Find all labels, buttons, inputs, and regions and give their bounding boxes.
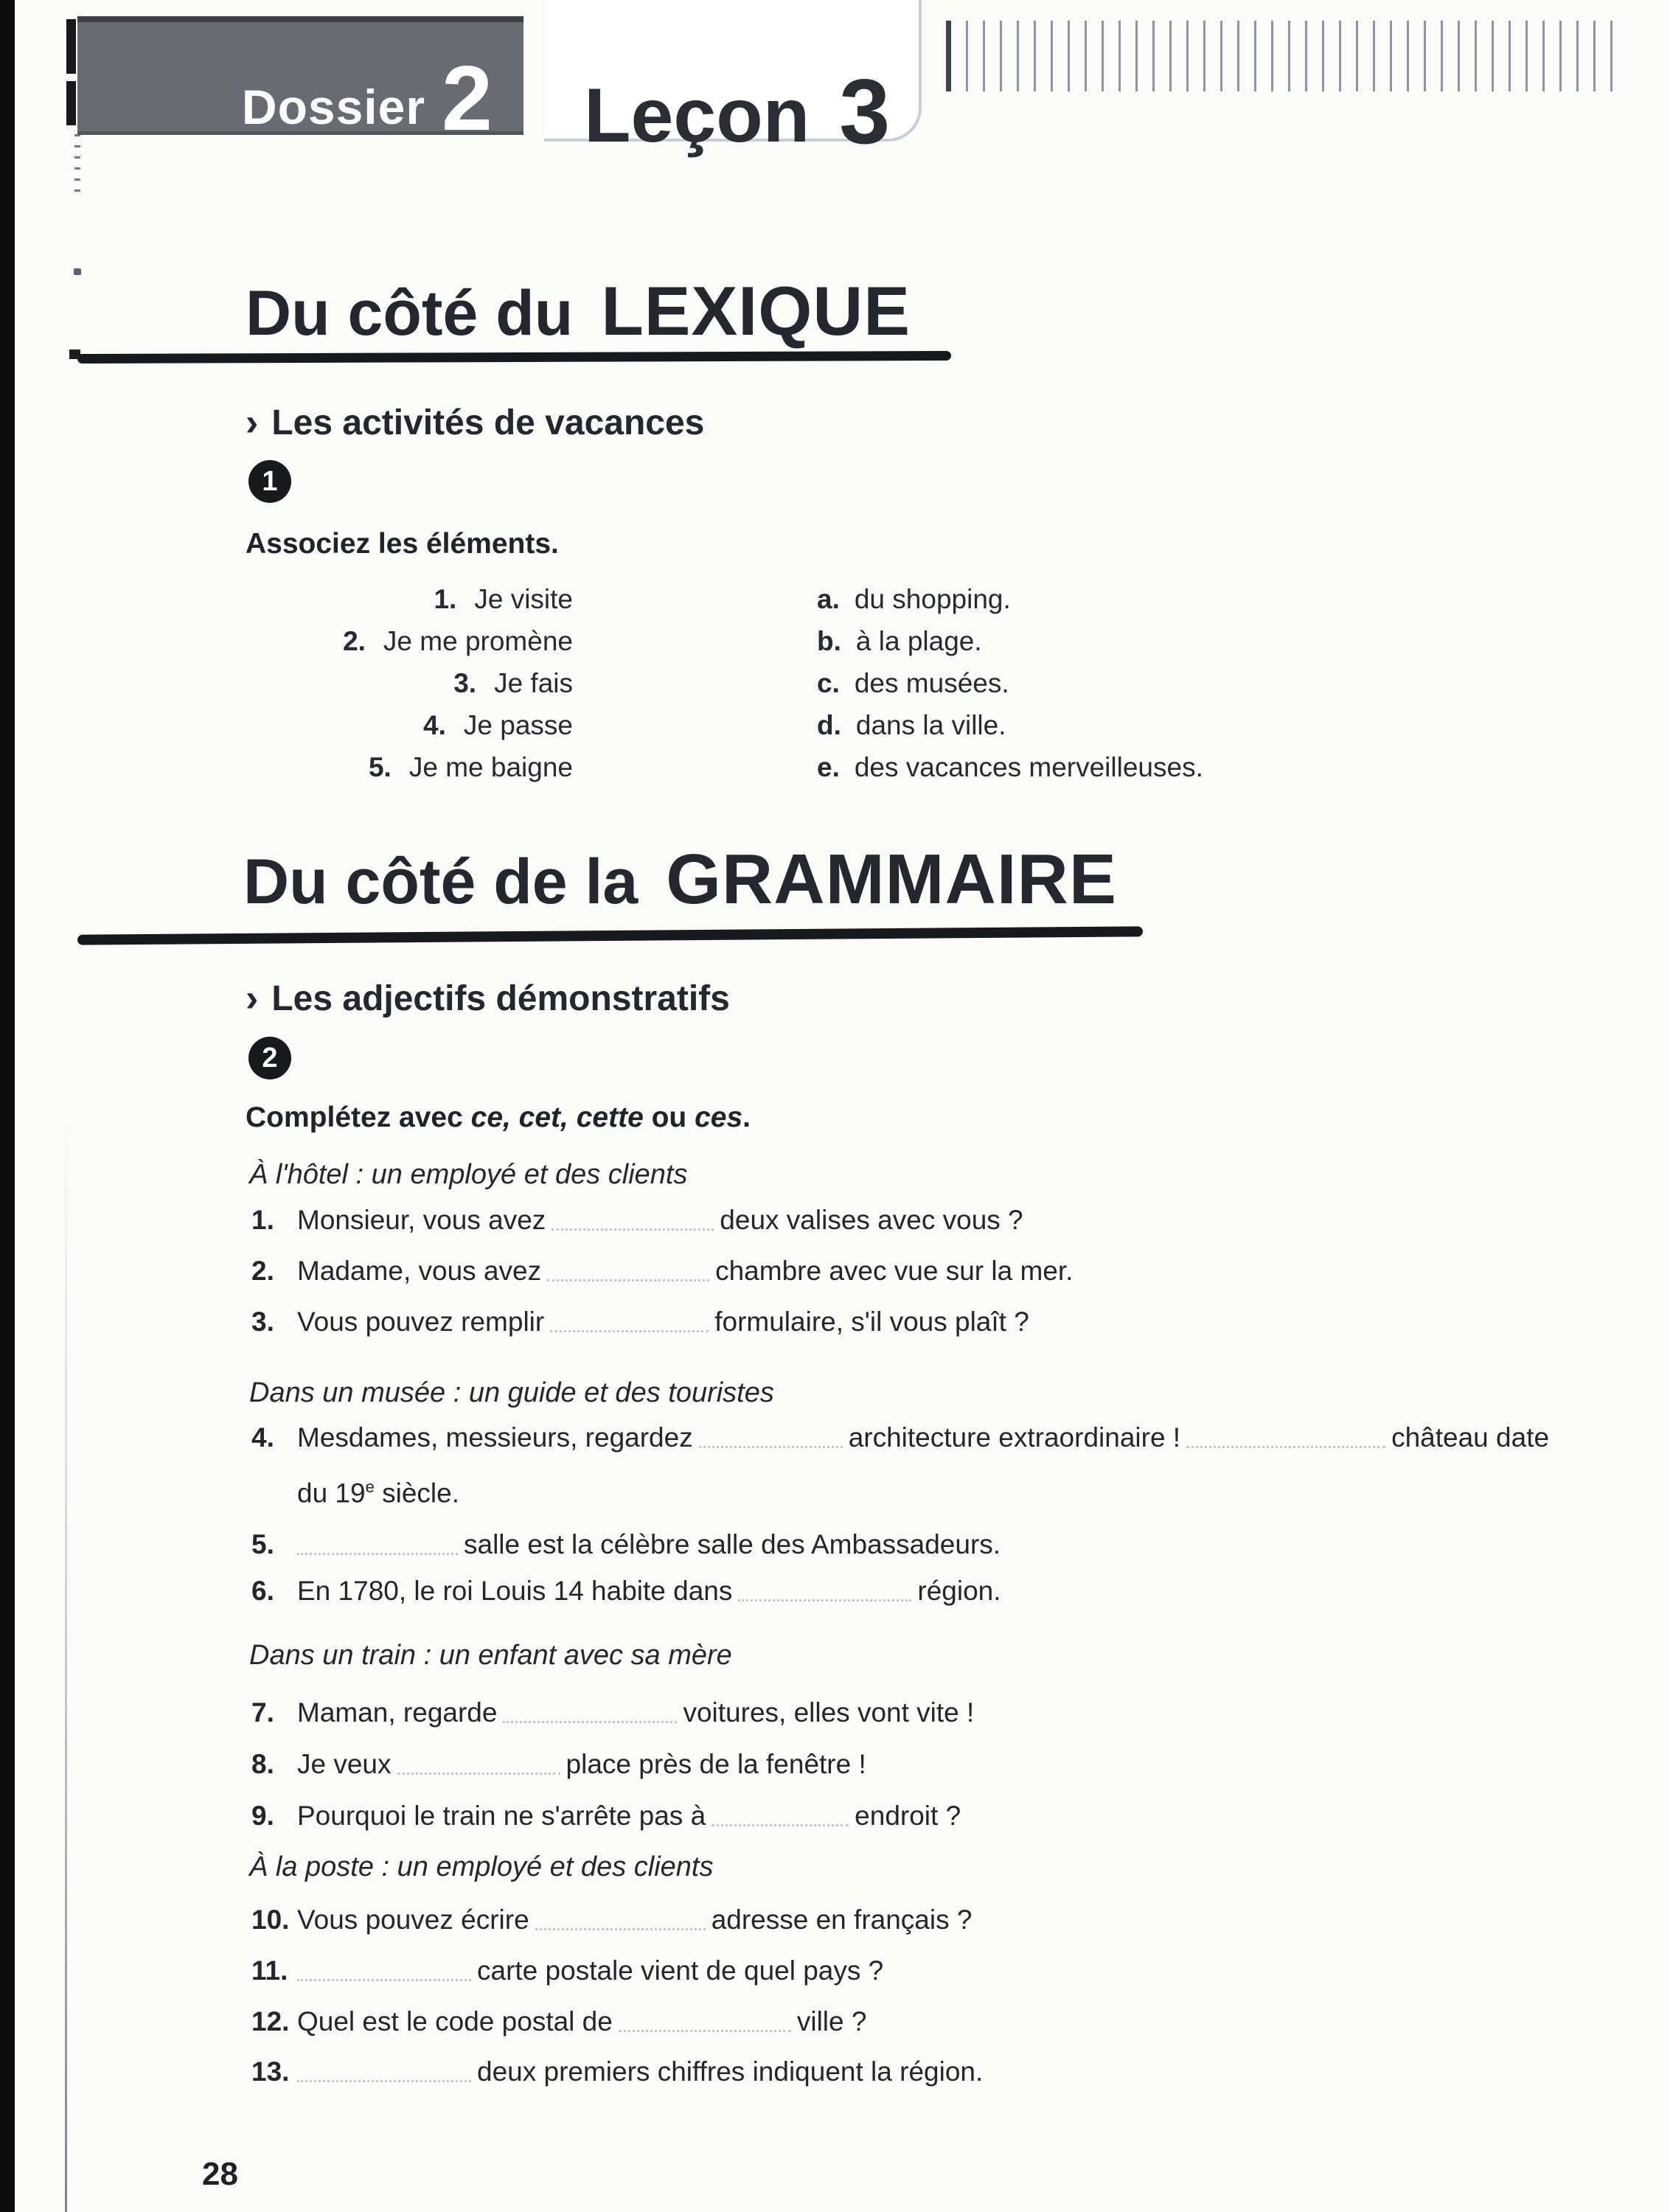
item-text: siècle. <box>374 1478 459 1509</box>
lexique-subtitle <box>246 401 704 443</box>
subtitle-text: Les activités de vacances <box>271 403 705 442</box>
decorative-stripes <box>946 21 1618 91</box>
exercise2-item-10 <box>251 1905 972 1935</box>
exercise2-item-4 <box>251 1422 1549 1453</box>
section-rule <box>77 926 1143 945</box>
exercise-2-instruction <box>246 1102 751 1134</box>
item-number: 3. <box>453 668 477 698</box>
item-number: 4. <box>423 710 446 740</box>
item-text: Je me promène <box>383 626 573 656</box>
item-text: ville ? <box>796 2006 867 2037</box>
item-text: adresse en français ? <box>711 1905 973 1935</box>
scan-fold-line <box>65 1121 67 2212</box>
section-title-prefix: Du côté du <box>246 278 574 349</box>
item-number: 10. <box>251 1905 290 1935</box>
section-title-main: GRAMMAIRE <box>666 840 1117 919</box>
grammaire-subtitle <box>246 977 730 1019</box>
context-hotel: À l'hôtel : un employé et des clients <box>249 1159 688 1190</box>
instruction-demonstratives: ce, cet, cette <box>470 1102 644 1133</box>
match-right-item <box>817 584 1011 615</box>
exercise-1-badge <box>248 460 291 503</box>
answer-blank <box>297 1955 471 1981</box>
chevron-icon: › <box>246 977 259 1020</box>
item-text: endroit ? <box>855 1801 961 1831</box>
answer-blank <box>712 1801 849 1826</box>
instruction-demonstratives: ces <box>695 1102 743 1133</box>
exercise-number: 2 <box>262 1042 278 1074</box>
item-letter: c. <box>817 668 840 698</box>
item-text: Je me baigne <box>408 752 573 782</box>
scan-margin-dots <box>74 134 80 192</box>
exercise-2-badge <box>248 1037 291 1079</box>
item-letter: a. <box>817 584 840 614</box>
item-text: place près de la fenêtre ! <box>566 1749 866 1779</box>
item-text: deux valises avec vous ? <box>720 1205 1023 1235</box>
item-letter: e. <box>817 752 840 782</box>
item-text: région. <box>917 1576 1001 1606</box>
exercise2-item-2 <box>251 1256 1073 1287</box>
page-number: 28 <box>202 2156 238 2192</box>
section-rule <box>77 351 951 364</box>
exercise2-item-8 <box>251 1749 866 1780</box>
grammaire-section-title <box>243 840 1117 919</box>
item-text: du 19 <box>297 1478 366 1509</box>
item-number: 4. <box>251 1422 274 1453</box>
scan-margin-dot <box>74 268 81 275</box>
item-text: Quel est le code postal de <box>297 2006 613 2037</box>
item-number: 11. <box>251 1955 288 1986</box>
exercise2-item-12 <box>251 2006 866 2037</box>
context-poste: À la poste : un employé et des clients <box>249 1851 714 1882</box>
answer-blank <box>738 1576 911 1601</box>
context-train: Dans un train : un enfant avec sa mère <box>249 1640 732 1671</box>
scan-margin-dash <box>66 19 76 74</box>
item-text: Vous pouvez écrire <box>297 1905 529 1935</box>
item-text: Madame, vous avez <box>297 1256 542 1286</box>
exercise-number: 1 <box>262 465 278 497</box>
scan-margin-dash <box>66 81 76 125</box>
item-text: à la plage. <box>855 626 982 656</box>
exercise2-item-3 <box>251 1307 1029 1338</box>
answer-blank <box>297 2056 471 2082</box>
item-number: 12. <box>251 2006 290 2037</box>
item-text: formulaire, s'il vous plaît ? <box>714 1307 1029 1337</box>
answer-blank <box>552 1205 714 1231</box>
item-number: 5. <box>368 752 392 782</box>
subtitle-text: Les adjectifs démonstratifs <box>271 979 730 1018</box>
item-text: dans la ville. <box>855 710 1006 740</box>
item-text: château date <box>1391 1422 1550 1453</box>
exercise-1-instruction: Associez les éléments. <box>246 528 559 560</box>
item-text: Mesdames, messieurs, regardez <box>297 1422 693 1453</box>
exercise2-item-7 <box>251 1697 974 1728</box>
match-right-item <box>817 668 1009 699</box>
chevron-icon: › <box>246 401 259 444</box>
item-number: 1. <box>251 1205 274 1235</box>
answer-blank <box>297 1529 458 1555</box>
exercise2-item-9 <box>251 1801 961 1832</box>
item-text: salle est la célèbre salle des Ambassadeurs. <box>464 1529 1001 1559</box>
item-text: Maman, regarde <box>297 1697 498 1728</box>
exercise2-item-6 <box>251 1576 1001 1607</box>
item-text: En 1780, le roi Louis 14 habite dans <box>297 1576 733 1606</box>
instruction-text: . <box>742 1102 751 1133</box>
exercise2-item-11 <box>251 1955 883 1986</box>
item-text: voitures, elles vont vite ! <box>683 1697 975 1728</box>
instruction-text: Complétez avec <box>246 1102 471 1133</box>
exercise2-item-13 <box>251 2056 983 2087</box>
dossier-badge: Dossier 2 <box>77 16 523 135</box>
item-letter: b. <box>817 626 841 656</box>
context-musee: Dans un musée : un guide et des touristes <box>249 1377 774 1408</box>
match-right-item <box>817 626 982 657</box>
exercise2-item-4-line2 <box>297 1478 459 1509</box>
item-letter: d. <box>817 710 841 740</box>
lecon-tab: Leçon 3 <box>544 0 922 142</box>
match-left-item <box>295 668 573 699</box>
answer-blank <box>535 1905 706 1930</box>
match-left-item <box>295 710 573 741</box>
item-text: carte postale vient de quel pays ? <box>477 1955 884 1986</box>
item-number: 9. <box>251 1801 274 1831</box>
lexique-section-title <box>246 272 911 349</box>
section-title-prefix: Du côté de la <box>243 846 639 917</box>
item-text: Je passe <box>463 710 573 740</box>
item-text: Je fais <box>494 668 573 698</box>
answer-blank <box>503 1697 677 1723</box>
match-left-item <box>295 626 573 657</box>
exercise2-item-1 <box>251 1205 1023 1236</box>
match-left-item <box>295 752 573 783</box>
item-number: 2. <box>343 626 366 656</box>
item-number: 7. <box>251 1697 274 1728</box>
match-right-item <box>817 752 1203 783</box>
item-text: Vous pouvez remplir <box>297 1307 545 1337</box>
item-text: Monsieur, vous avez <box>297 1205 546 1235</box>
item-text: du shopping. <box>854 584 1011 614</box>
match-right-item <box>817 710 1006 741</box>
exercise2-item-5 <box>251 1529 1001 1560</box>
answer-blank <box>397 1749 560 1775</box>
answer-blank <box>699 1422 843 1448</box>
item-number: 1. <box>434 584 457 614</box>
item-text: deux premiers chiffres indiquent la région. <box>477 2056 984 2087</box>
item-text: chambre avec vue sur la mer. <box>715 1256 1074 1286</box>
item-text: architecture extraordinaire ! <box>848 1422 1181 1453</box>
section-title-main: LEXIQUE <box>601 272 911 349</box>
item-number: 5. <box>251 1529 274 1559</box>
item-number: 13. <box>251 2056 290 2087</box>
item-text: Pourquoi le train ne s'arrête pas à <box>297 1801 706 1831</box>
item-text: des musées. <box>854 668 1009 698</box>
item-text: Je veux <box>297 1749 392 1779</box>
item-number: 6. <box>251 1576 274 1606</box>
answer-blank <box>547 1256 709 1281</box>
item-text: Je visite <box>474 584 573 614</box>
answer-blank <box>550 1307 709 1332</box>
answer-blank <box>619 2006 791 2032</box>
item-number: 2. <box>251 1256 274 1286</box>
item-text: des vacances merveilleuses. <box>854 752 1203 782</box>
ordinal-superscript: e <box>365 1478 375 1496</box>
answer-blank <box>1186 1422 1385 1448</box>
item-number: 3. <box>251 1307 274 1337</box>
scan-edge-strip <box>0 0 15 2212</box>
instruction-text: ou <box>643 1102 695 1133</box>
match-left-item <box>295 584 573 615</box>
item-number: 8. <box>251 1749 274 1779</box>
